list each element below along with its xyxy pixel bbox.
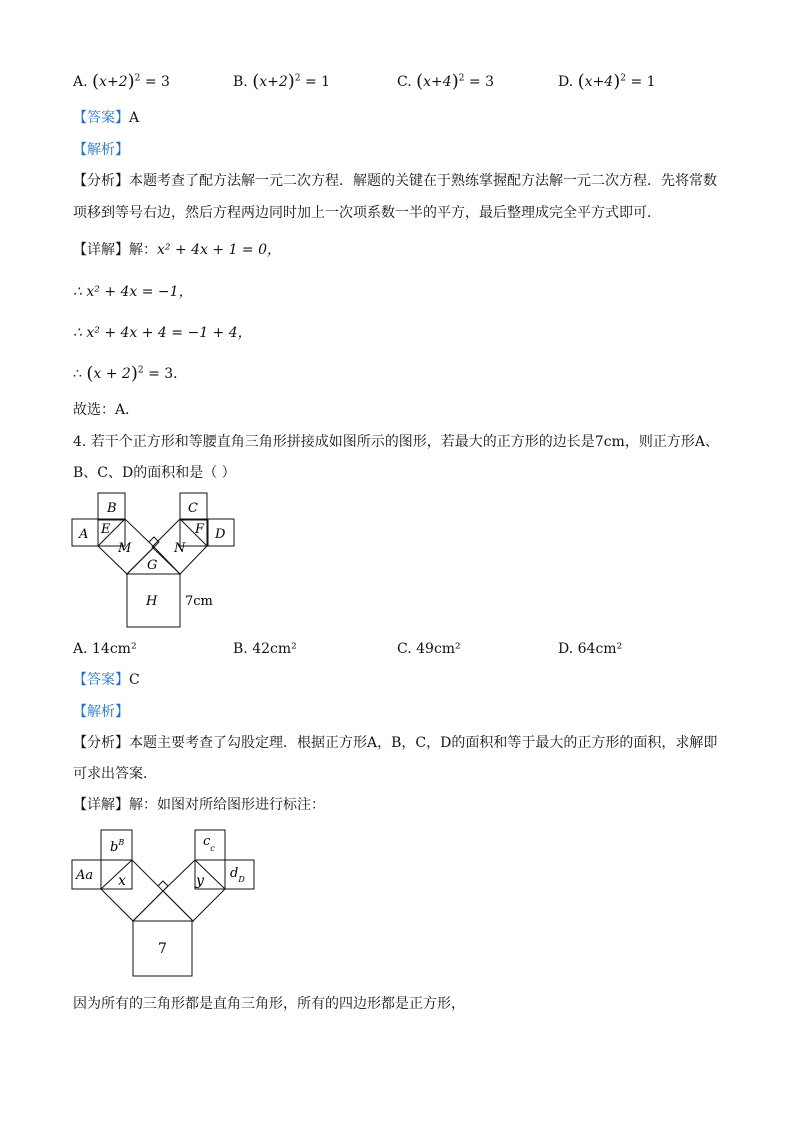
q3-option-c: C. $(x+4)^2 = 3$ (397, 71, 495, 92)
answer-tag: 【答案】 (73, 110, 129, 126)
q4-figure2 (70, 825, 260, 980)
option-letter: B. (233, 641, 248, 657)
fig2-label-d: $d_D$ (230, 866, 245, 884)
q3-option-a: A. $(x+2)^2 = 3$ (73, 71, 170, 92)
q3-answer (73, 108, 139, 128)
equation-step1: ∴ x² + 4x = −1， (73, 284, 193, 300)
fenxi-text: 本题考查了配方法解一元二次方程．解题的关键在于熟练掌握配方法解一元二次方程．先将常数 (129, 173, 717, 189)
answer-value: A (129, 110, 140, 126)
q4-figure1 (70, 490, 250, 640)
fig1-label-m: M (118, 541, 132, 556)
q3-option-d: D. $(x+4)^2 = 1$ (558, 71, 656, 92)
step3-exp: 2 (137, 365, 144, 376)
fig1-label-b: B (107, 501, 117, 516)
option-exp: 2 (458, 73, 465, 84)
q4-option-b (233, 639, 297, 659)
q4-option-d (558, 639, 622, 659)
fenxi-tag: 【分析】 (73, 173, 129, 189)
q4-fenxi-line1 (73, 733, 717, 753)
fig2-label-y: y (196, 873, 204, 889)
fig2-label-c: $c_c$ (203, 834, 215, 853)
equation-step0: x² + 4x + 1 = 0， (157, 242, 282, 258)
fig1-label-n: N (174, 541, 186, 556)
option-value: 14cm² (92, 641, 137, 657)
q4-fenxi-line2: 可求出答案． (73, 766, 157, 782)
fig1-label-g: G (147, 558, 158, 573)
option-value: 42cm² (252, 641, 297, 657)
q4-detail-line (73, 795, 325, 815)
option-base: x+2 (259, 74, 288, 90)
fig1-label-c: C (188, 501, 198, 516)
q4-option-c (397, 639, 461, 659)
option-letter: C. (397, 74, 412, 90)
q4-final-line: 因为所有的三角形都是直角三角形，所有的四边形都是正方形， (73, 996, 465, 1012)
option-exp: 2 (620, 73, 626, 84)
q3-fenxi-line1 (73, 171, 717, 191)
q4-option-a (73, 639, 137, 659)
therefore-symbol: ∴ (73, 366, 82, 382)
fig2-label-b: $b^B$ (110, 838, 125, 855)
option-value: 64cm² (577, 641, 623, 657)
option-letter: D. (558, 74, 574, 90)
q3-detail-line (73, 240, 281, 260)
step3-base: x + 2 (93, 366, 131, 382)
option-base: x+2 (99, 74, 128, 90)
answer-value: C (129, 672, 140, 688)
option-letter: B. (233, 74, 248, 90)
step3-rhs: = 3． (148, 366, 188, 382)
detail-tag: 【详解】 (73, 797, 129, 813)
fig1-label-h: H (146, 594, 158, 609)
detail-intro: 解： (129, 242, 157, 258)
option-letter: A. (73, 641, 88, 657)
q4-stem-line2: B、C、D的面积和是（ ） (73, 465, 236, 481)
q4-analysis-title: 【解析】 (73, 704, 129, 720)
fig2-label-x: x (118, 873, 126, 889)
fenxi-tag: 【分析】 (73, 735, 129, 751)
option-letter: D. (558, 641, 574, 657)
answer-tag: 【答案】 (73, 672, 129, 688)
equation-step3: ∴ $(x + 2)^2 = 3$． (73, 363, 188, 384)
option-rhs: = 3 (144, 74, 170, 90)
option-base: x+4 (584, 74, 614, 90)
equation-step2: ∴ x² + 4x + 4 = −1 + 4， (73, 325, 252, 341)
option-rhs: = 1 (630, 74, 656, 90)
option-base: x+4 (423, 74, 452, 90)
option-letter: C. (397, 641, 412, 657)
option-rhs: = 3 (468, 74, 495, 90)
q3-option-b: B. $(x+2)^2 = 1$ (233, 71, 331, 92)
q4-answer (73, 670, 140, 690)
fig1-side-label: 7cm (185, 594, 213, 609)
fig2-label-seven: 7 (158, 941, 167, 957)
q3-conclusion: 故选：A． (73, 402, 140, 418)
fenxi-text: 本题主要考查了勾股定理．根据正方形A，B，C，D的面积和等于最大的正方形的面积，求解即 (129, 735, 718, 751)
q3-fenxi-line2: 项移到等号右边，然后方程两边同时加上一次项系数一半的平方，最后整理成完全平方式即可． (73, 205, 661, 221)
detail-tag: 【详解】 (73, 242, 129, 258)
fig1-label-f: F (195, 522, 205, 537)
detail-text: 解：如图对所给图形进行标注： (129, 797, 325, 813)
option-exp: 2 (294, 73, 301, 84)
option-letter: A. (73, 74, 88, 90)
q4-stem-line1: 4. 若干个正方形和等腰直角三角形拼接成如图所示的图形，若最大的正方形的边长是7cm，则正方形A、 (73, 434, 719, 450)
option-rhs: = 1 (305, 74, 331, 90)
fig1-label-e: E (101, 522, 111, 537)
fig2-label-aa: Aa (76, 868, 94, 883)
q3-analysis-title: 【解析】 (73, 142, 129, 158)
fig1-label-a: A (79, 527, 89, 542)
option-exp: 2 (134, 73, 141, 84)
fig1-label-d: D (215, 527, 226, 542)
option-value: 49cm² (416, 641, 461, 657)
